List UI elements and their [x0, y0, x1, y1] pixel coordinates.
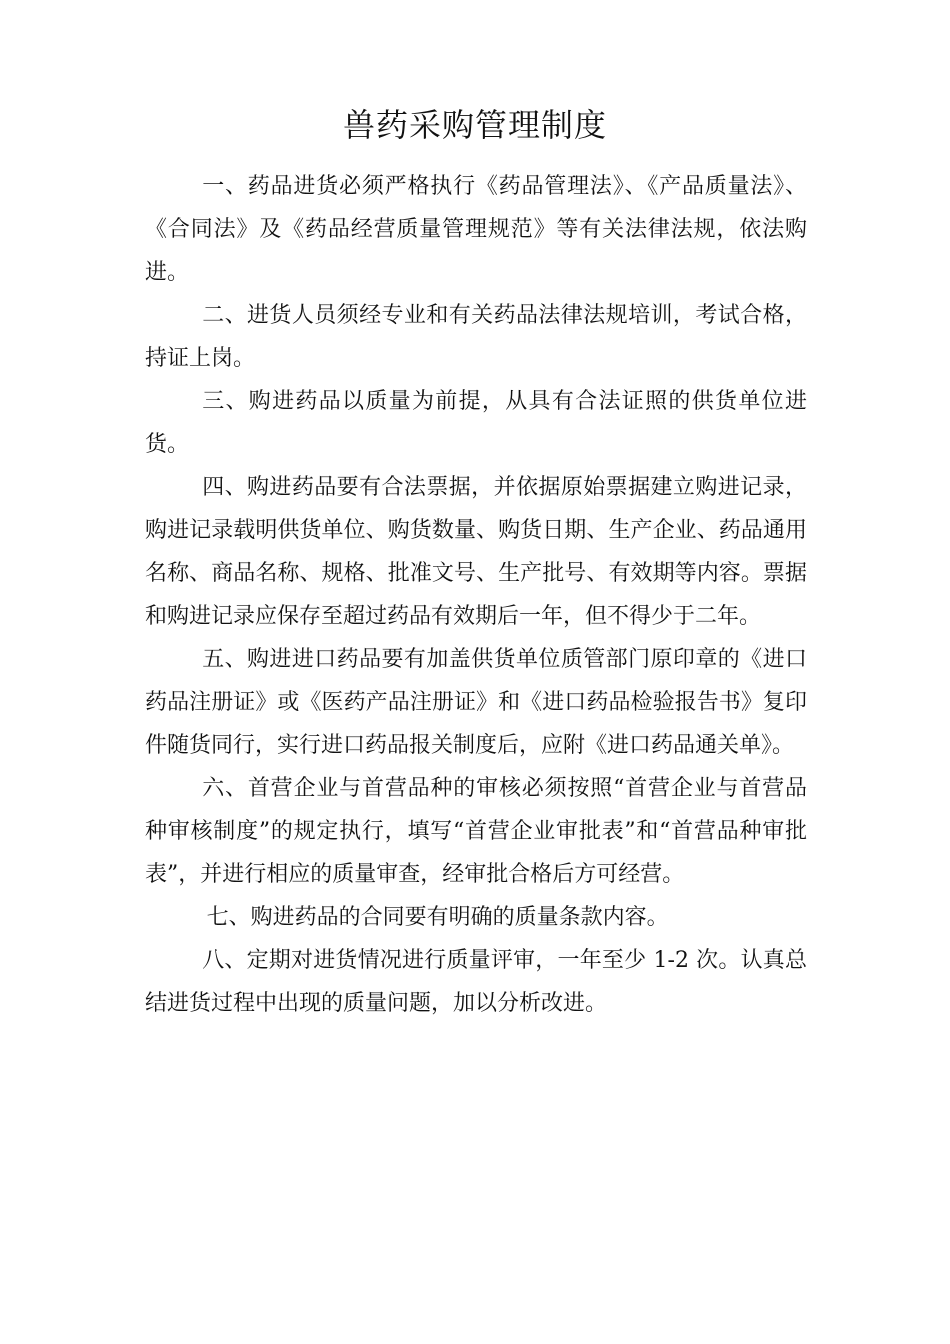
document-body — [145, 165, 807, 1025]
paragraph-6: 六、首营企业与首营品种的审核必须按照“首营企业与首营品种审核制度”的规定执行，填写“首营企业审批表”和“首营品种审批表”，并进行相应的质量审查，经审批合格后方可经营。 — [145, 776, 807, 887]
paragraph-2: 二、进货人员须经专业和有关药品法律法规培训，考试合格，持证上岗。 — [145, 303, 807, 371]
paragraph-8: 八、定期对进货情况进行质量评审，一年至少 1-2 次。认真总结进货过程中出现的质量问题，加以分析改进。 — [145, 948, 807, 1016]
paragraph-7: 七、购进药品的合同要有明确的质量条款内容。 — [206, 905, 669, 930]
paragraph-5: 五、购进进口药品要有加盖供货单位质管部门原印章的《进口药品注册证》或《医药产品注册证》和《进口药品检验报告书》复印件随货同行，实行进口药品报关制度后，应附《进口药品通关单》。 — [145, 647, 807, 758]
paragraph-3: 三、购进药品以质量为前提，从具有合法证照的供货单位进货。 — [145, 389, 807, 457]
paragraph-1: 一、药品进货必须严格执行《药品管理法》、《产品质量法》、《合同法》及《药品经营质量管理规范》等有关法律法规，依法购进。 — [145, 174, 807, 285]
page-title: 兽药采购管理制度 — [342, 106, 607, 144]
paragraph-4: 四、购进药品要有合法票据，并依据原始票据建立购进记录，购进记录载明供货单位、购货数量、购货日期、生产企业、药品通用名称、商品名称、规格、批准文号、生产批号、有效期等内容。票据和购进记录应保存至超过药品有效期后一年，但不得少于二年。 — [145, 475, 807, 629]
